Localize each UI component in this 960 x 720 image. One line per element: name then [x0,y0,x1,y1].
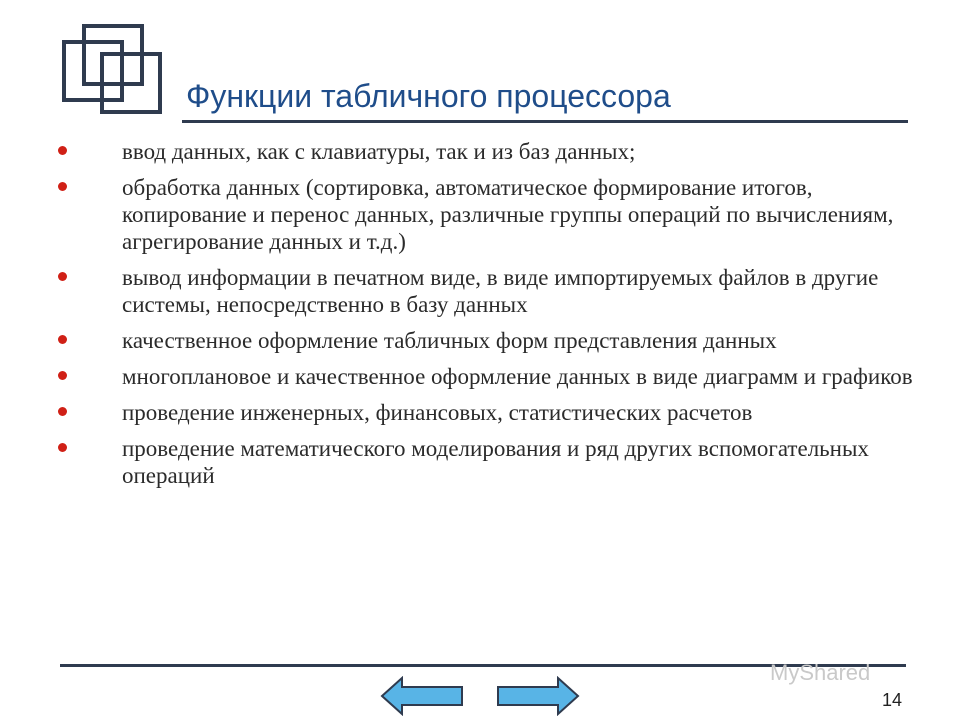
bullet-text: проведение инженерных, финансовых, статистических расчетов [122,400,753,425]
bullet-text: многоплановое и качественное оформление данных в виде диаграмм и графиков [122,364,913,389]
bullet-item [58,435,918,489]
bullet-text: ввод данных, как с клавиатуры, так и из баз данных; [122,139,636,164]
bullet-item [58,327,918,354]
title-divider [182,120,908,123]
bullet-item [58,363,918,390]
slide-title: Функции табличного процессора [186,78,671,114]
bullet-dot-icon [58,371,67,380]
bullet-item [58,399,918,426]
bullet-dot-icon [58,407,67,416]
squares-logo-icon [56,20,176,120]
bullet-list [58,138,918,489]
bullet-dot-icon [58,443,67,452]
bullet-dot-icon [58,272,67,281]
arrow-right-icon[interactable] [496,676,580,716]
bullet-dot-icon [58,335,67,344]
bullet-text: проведение математического моделирования и ряд других вспомогательных операций [122,436,869,488]
bullet-item [58,174,918,255]
bullet-text: обработка данных (сортировка, автоматическое формирование итогов, копирование и перенос данных, различные группы операций по вычислениям, агрегирование данных и т.д.) [122,175,894,254]
watermark-logo: MyShared [770,660,871,685]
bullet-dot-icon [58,146,67,155]
bullet-item [58,264,918,318]
bullet-text: вывод информации в печатном виде, в виде импортируемых файлов в другие системы, непосредственно в базу данных [122,265,879,317]
page-number: 14 [882,690,903,710]
bullet-dot-icon [58,182,67,191]
arrow-left-icon[interactable] [380,676,464,716]
bullet-item [58,138,918,165]
bullet-text: качественное оформление табличных форм представления данных [122,328,777,353]
